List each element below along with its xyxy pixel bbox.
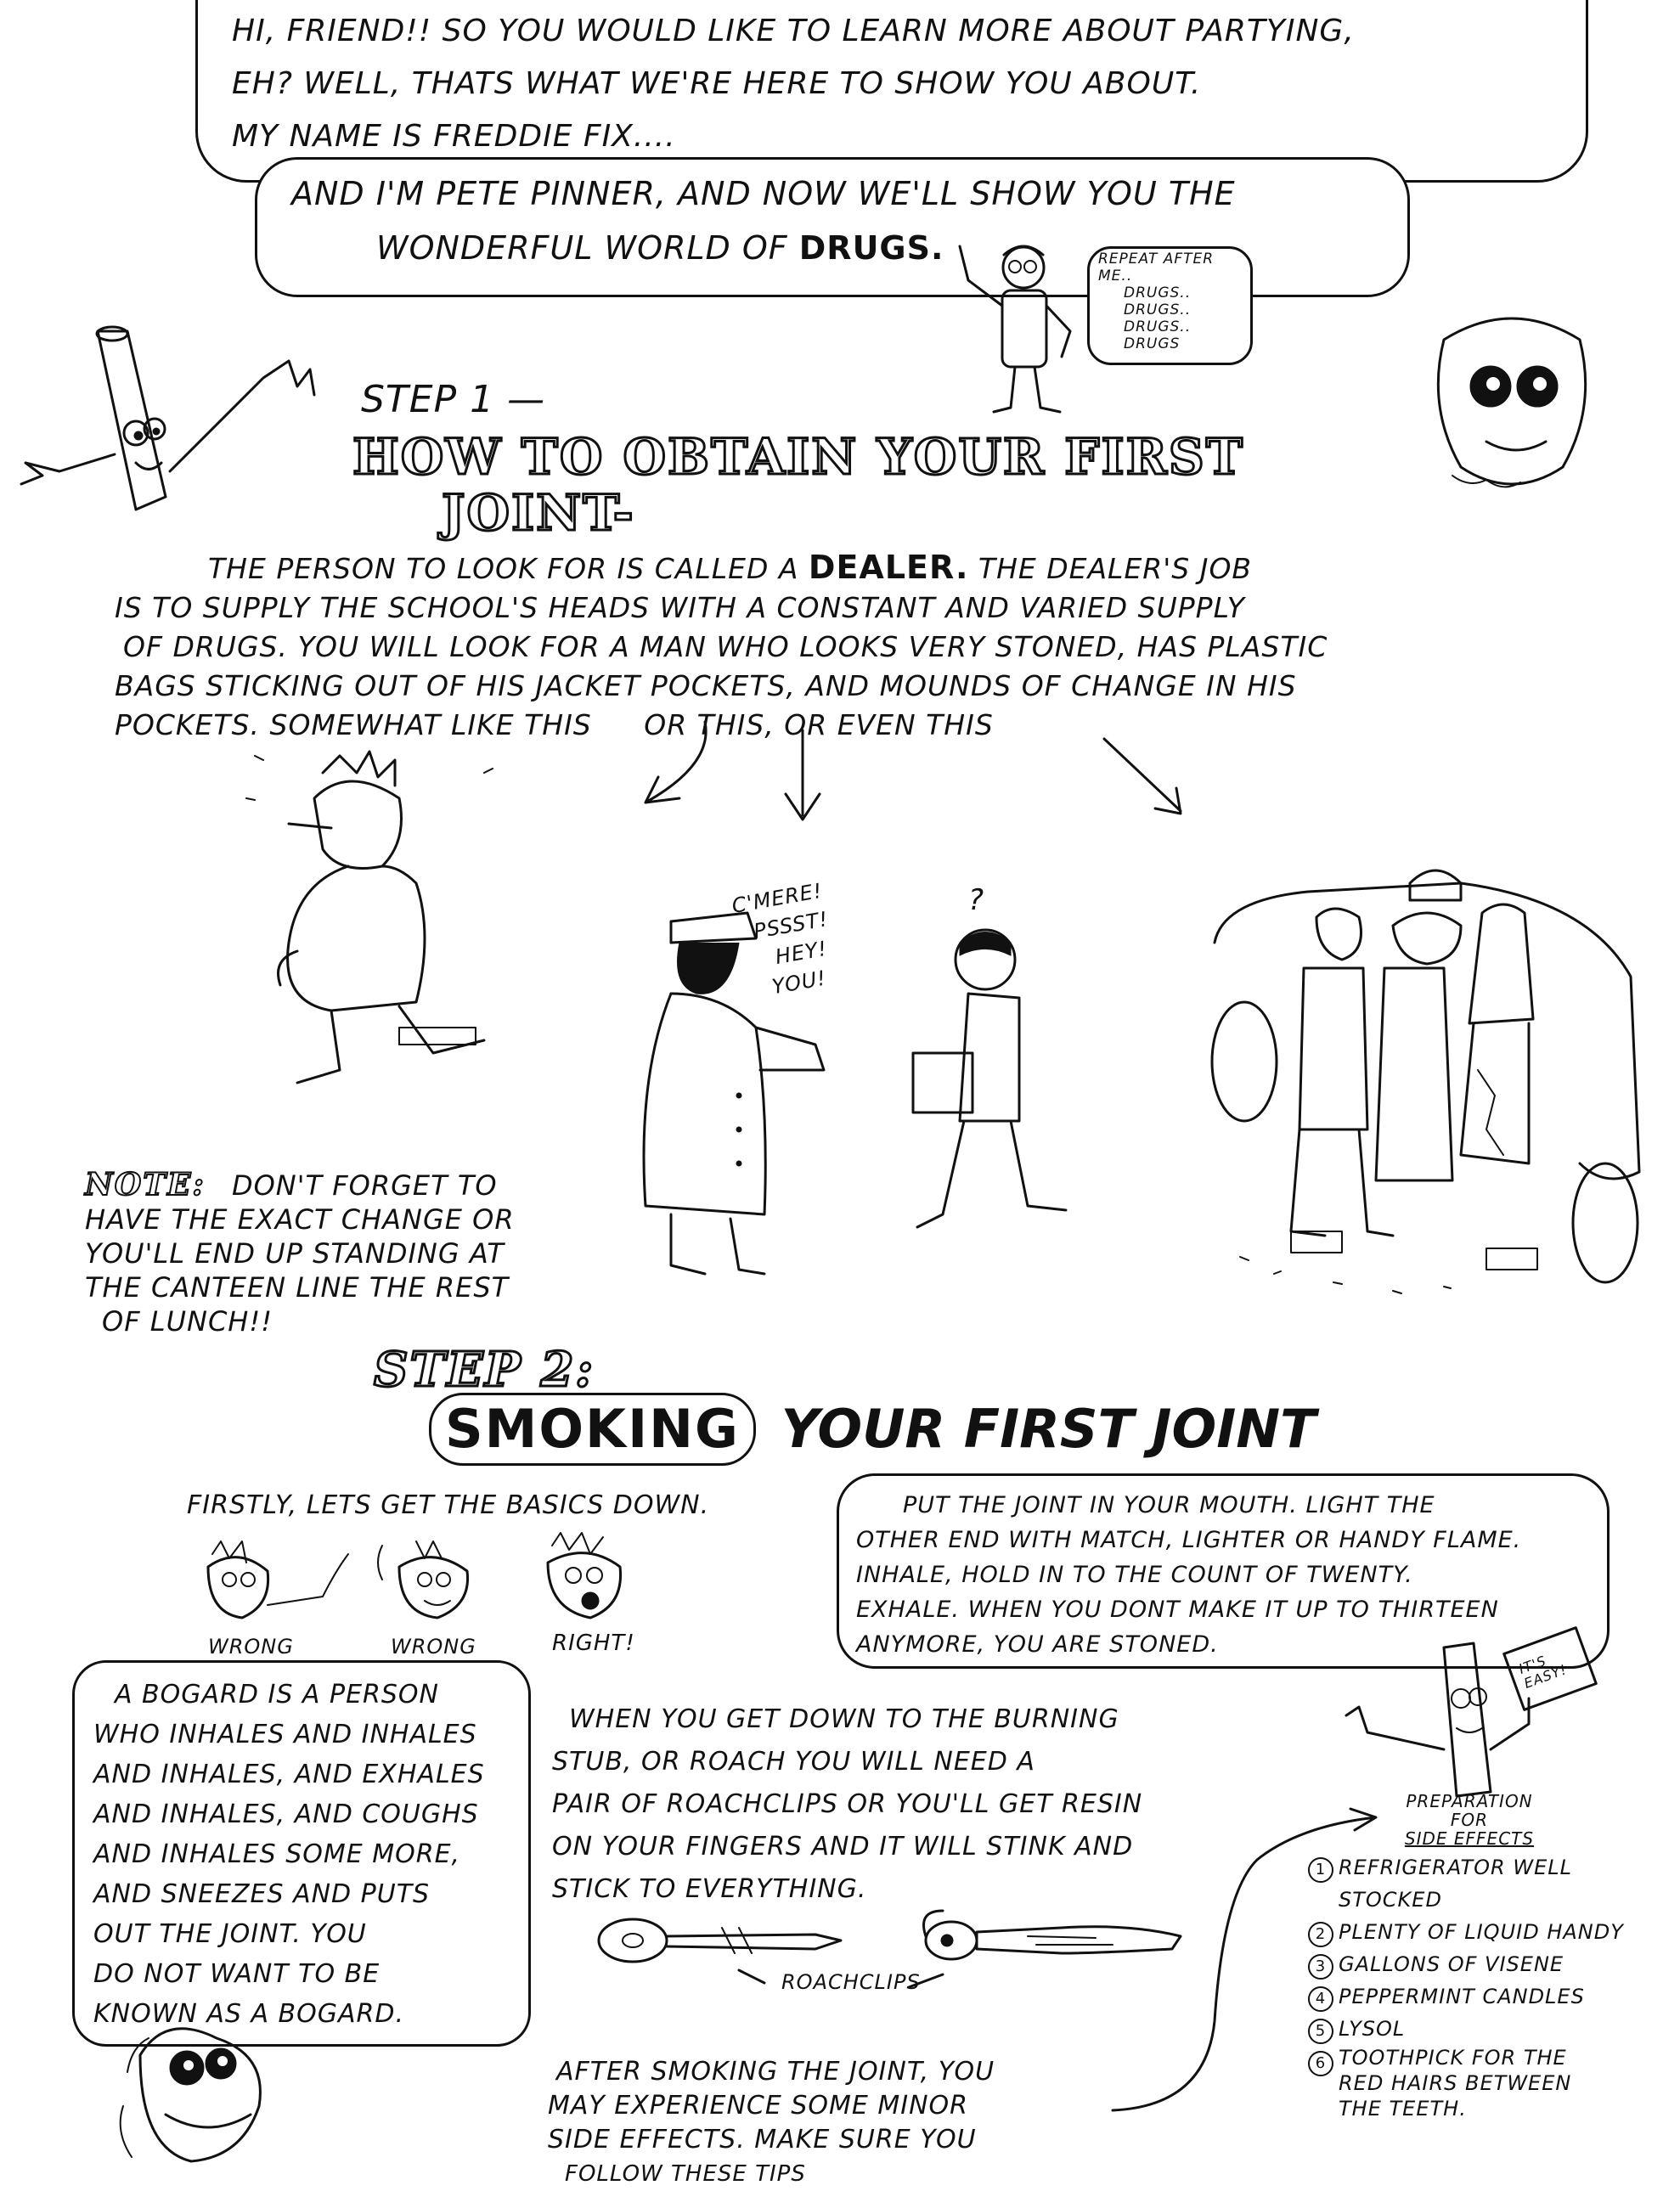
roach-line-5: STICK TO EVERYTHING.	[552, 1874, 867, 1904]
instructions-line-2: OTHER END WITH MATCH, LIGHTER OR HANDY FLAME.	[856, 1527, 1522, 1553]
dealer-body-line-3: BAGS STICKING OUT OF HIS JACKET POCKETS, AND MOUNDS OF CHANGE IN HIS	[115, 669, 1297, 702]
step1-title-line2: JOINT-	[442, 484, 635, 542]
bogard-face-illustration	[115, 2004, 302, 2174]
note-line-5: OF LUNCH!!	[102, 1305, 273, 1338]
bogard-definition-box	[72, 1660, 531, 2047]
prep-item-2	[1308, 1916, 1624, 1948]
freddie-line-3: MY NAME IS FREDDIE FIX....	[232, 119, 676, 154]
face-right	[527, 1529, 654, 1631]
dealer-speech-2: PSSST!	[752, 907, 831, 944]
group-dealers-illustration	[1206, 849, 1648, 1325]
face-wrong-1	[195, 1537, 365, 1631]
instructions-line-1: PUT THE JOINT IN YOUR MOUTH. LIGHT THE	[903, 1492, 1435, 1518]
bogard-line-3: AND INHALES, AND EXHALES	[93, 1760, 485, 1789]
prep-num-3: 3	[1308, 1954, 1333, 1980]
bogard-line-1: A BOGARD IS A PERSON	[115, 1680, 439, 1709]
bogard-line-2: WHO INHALES AND INHALES	[93, 1720, 477, 1749]
after-line-2: MAY EXPERIENCE SOME MINOR	[548, 2091, 969, 2121]
dealer-body-line-4: POCKETS. SOMEWHAT LIKE THIS	[115, 708, 592, 741]
prep-text-3: GALLONS OF VISENE	[1339, 1952, 1564, 1976]
note-line-2: HAVE THE EXACT CHANGE OR	[85, 1203, 515, 1236]
professor-illustration	[943, 229, 1096, 425]
prep-item-5	[1308, 2013, 1624, 2045]
prep-title-3: SIDE EFFECTS	[1404, 1828, 1535, 1849]
prep-title-2: FOR	[1450, 1810, 1489, 1830]
after-line-3: SIDE EFFECTS. MAKE SURE YOU	[548, 2125, 977, 2154]
dealer-job-text: THE DEALER'S JOB	[978, 552, 1253, 585]
prep-num-5: 5	[1308, 2019, 1333, 2044]
step2-label: STEP 2:	[374, 1342, 595, 1398]
roach-line-2: STUB, OR ROACH YOU WILL NEED A	[552, 1747, 1035, 1777]
dealer-emphasis: DEALER.	[808, 549, 969, 586]
bogard-line-4: AND INHALES, AND COUGHS	[93, 1800, 479, 1829]
repeat-line-2: ME..	[1098, 268, 1133, 284]
step1-label: STEP 1 —	[361, 378, 546, 421]
pete-line-1: AND I'M PETE PINNER, AND NOW WE'LL SHOW YOU THE	[291, 175, 1236, 212]
prep-text-4: PEPPERMINT CANDLES	[1339, 1985, 1585, 2008]
dealer-speech-1: C'MERE!	[730, 878, 825, 919]
sign-text: IT'S EASY!	[1516, 1652, 1570, 1692]
bogard-line-7: OUT THE JOINT. YOU	[93, 1919, 367, 1949]
freddie-line-1: HI, FRIEND!! SO YOU WOULD LIKE TO LEARN MORE ABOUT PARTYING,	[232, 14, 1355, 48]
prep-num-4: 4	[1308, 1986, 1333, 2012]
pete-line-2: WONDERFUL WORLD OF	[376, 229, 788, 267]
prep-item-3	[1308, 1948, 1624, 1980]
prep-item-6	[1308, 2045, 1624, 2121]
bogard-line-5: AND INHALES SOME MORE,	[93, 1839, 461, 1869]
repeat-line-5: DRUGS..	[1124, 318, 1192, 335]
or-even-this-text: OR EVEN THIS	[784, 708, 994, 741]
basics-text: FIRSTLY, LETS GET THE BASICS DOWN.	[187, 1490, 710, 1520]
student-question-mark: ?	[968, 883, 985, 917]
instructions-line-5: ANYMORE, YOU ARE STONED.	[856, 1631, 1219, 1658]
prep-num-2: 2	[1308, 1922, 1333, 1947]
or-this-text: OR THIS	[644, 708, 765, 741]
note-line-4: THE CANTEEN LINE THE REST	[85, 1271, 510, 1304]
face-label-wrong-2: WRONG	[391, 1635, 476, 1659]
roachclips-label: ROACHCLIPS	[781, 1970, 921, 1994]
note-line-1: DON'T FORGET TO	[231, 1169, 498, 1202]
prep-item-1	[1308, 1851, 1624, 1916]
prep-text-6: TOOTHPICK FOR THE RED HAIRS BETWEEN THE TEETH.	[1339, 2046, 1572, 2121]
freddie-line-2: EH? WELL, THATS WHAT WE'RE HERE TO SHOW YOU ABOUT.	[232, 66, 1202, 101]
dealer-body-line-1: IS TO SUPPLY THE SCHOOL'S HEADS WITH A CONSTANT AND VARIED SUPPLY	[115, 591, 1245, 624]
face-label-right: RIGHT!	[552, 1631, 635, 1656]
sitting-dealer-illustration	[229, 747, 535, 1104]
repeat-line-3: DRUGS..	[1124, 284, 1192, 301]
note-line-3: YOU'LL END UP STANDING AT	[85, 1237, 505, 1270]
freddie-speech-bubble	[195, 0, 1588, 183]
repeat-after-me-bubble	[1087, 246, 1253, 365]
prep-text-1: REFRIGERATOR WELL STOCKED	[1339, 1856, 1572, 1912]
bogard-line-8: DO NOT WANT TO BE	[93, 1959, 381, 1989]
prep-list	[1308, 1851, 1624, 2121]
repeat-line-1: REPEAT AFTER	[1098, 251, 1215, 268]
hippie-face-illustration	[1418, 306, 1605, 501]
prep-num-1: 1	[1308, 1857, 1333, 1883]
instructions-line-4: EXHALE. WHEN YOU DONT MAKE IT UP TO THIRTEEN	[856, 1597, 1499, 1623]
step1-title-line1: HOW TO OBTAIN YOUR FIRST	[352, 428, 1244, 486]
dealer-speech-3: HEY!	[773, 936, 830, 970]
prep-text-5: LYSOL	[1339, 2017, 1406, 2041]
dealer-body-line-2: OF DRUGS. YOU WILL LOOK FOR A MAN WHO LOOKS VERY STONED, HAS PLASTIC	[123, 630, 1328, 663]
prep-num-6: 6	[1308, 2051, 1333, 2076]
prep-item-4	[1308, 1980, 1624, 2013]
roach-line-4: ON YOUR FINGERS AND IT WILL STINK AND	[552, 1832, 1134, 1862]
prep-text-2: PLENTY OF LIQUID HANDY	[1339, 1920, 1624, 1944]
dealer-intro-text: THE PERSON TO LOOK FOR IS CALLED A	[208, 552, 799, 585]
bogard-line-9: KNOWN AS A BOGARD.	[93, 1999, 404, 2029]
student-illustration	[883, 917, 1079, 1274]
instructions-line-3: INHALE, HOLD IN TO THE COUNT OF TWENTY.	[856, 1562, 1413, 1588]
repeat-line-4: DRUGS..	[1124, 301, 1192, 318]
face-label-wrong-1: WRONG	[208, 1635, 294, 1659]
step2-title-rest: YOUR FIRST JOINT	[781, 1398, 1316, 1460]
after-line-4: FOLLOW THESE TIPS	[565, 2161, 806, 2187]
step2-title-smoking: SMOKING	[429, 1393, 756, 1466]
roach-line-1: WHEN YOU GET DOWN TO THE BURNING	[569, 1704, 1119, 1734]
face-wrong-2	[365, 1537, 510, 1631]
drugs-emphasis: DRUGS.	[798, 229, 944, 267]
pointer-arrows	[629, 713, 1206, 824]
roach-line-3: PAIR OF ROACHCLIPS OR YOU'LL GET RESIN	[552, 1789, 1143, 1819]
dealer-speech-4: YOU!	[770, 966, 829, 1000]
bogard-line-6: AND SNEEZES AND PUTS	[93, 1879, 431, 1909]
repeat-line-6: DRUGS	[1124, 335, 1181, 352]
joint-character-illustration	[8, 327, 374, 531]
after-line-1: AFTER SMOKING THE JOINT, YOU	[556, 2057, 995, 2087]
note-label: NOTE:	[85, 1167, 206, 1203]
prep-title-1: PREPARATION	[1406, 1791, 1533, 1811]
